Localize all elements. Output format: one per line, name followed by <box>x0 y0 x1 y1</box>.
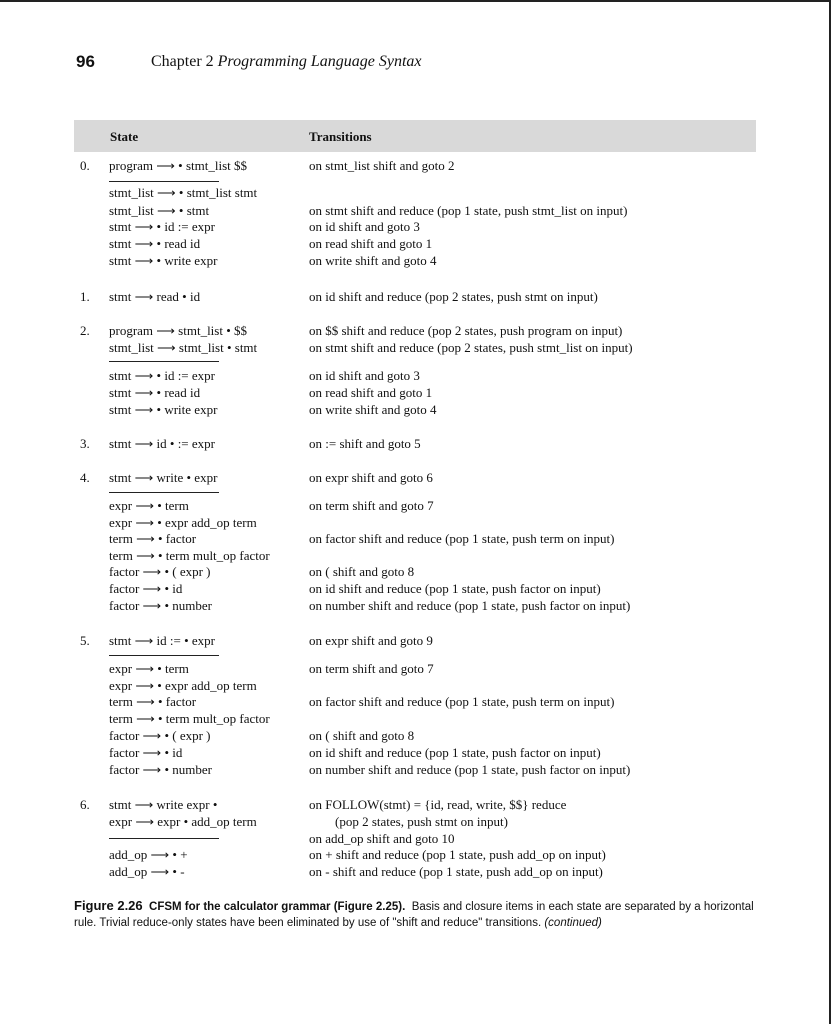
transition: on add_op shift and goto 10 <box>309 831 455 846</box>
state-number: 6. <box>80 797 90 812</box>
state-number: 3. <box>80 436 90 451</box>
transition: on id shift and reduce (pop 1 state, push factor on input) <box>309 745 601 760</box>
chapter-heading <box>151 53 422 71</box>
transition: on write shift and goto 4 <box>309 253 437 268</box>
basis-rule-state-5 <box>109 655 219 656</box>
page-border-top <box>0 0 831 2</box>
col-header-transitions: Transitions <box>309 129 372 144</box>
lr-item: expr ⟶ expr • add_op term <box>109 814 257 829</box>
transition: on ( shift and goto 8 <box>309 564 415 579</box>
transition: on id shift and reduce (pop 2 states, push stmt on input) <box>309 289 598 304</box>
lr-item: term ⟶ • factor <box>109 694 197 709</box>
table-header <box>74 120 756 152</box>
lr-item: stmt ⟶ id • := expr <box>109 436 215 451</box>
lr-item: factor ⟶ • number <box>109 762 212 777</box>
lr-item: stmt_list ⟶ stmt_list • stmt <box>109 340 258 355</box>
basis-rule-state-4 <box>109 492 219 493</box>
lr-item: stmt ⟶ write • expr <box>109 470 218 485</box>
figure-continued: (continued) <box>544 917 602 929</box>
transition: on FOLLOW(stmt) = {id, read, write, $$} reduce <box>309 797 567 812</box>
basis-rule-state-0 <box>109 181 219 182</box>
lr-item: stmt ⟶ • id := expr <box>109 219 215 234</box>
state-number: 1. <box>80 289 90 304</box>
lr-item: factor ⟶ • ( expr ) <box>109 728 211 743</box>
lr-item: stmt ⟶ • write expr <box>109 253 218 268</box>
transition: on := shift and goto 5 <box>309 436 421 451</box>
transition: on stmt_list shift and goto 2 <box>309 158 455 173</box>
basis-rule-state-6 <box>109 838 219 839</box>
lr-item: add_op ⟶ • + <box>109 847 188 862</box>
state-number: 0. <box>80 158 90 173</box>
lr-item: expr ⟶ • term <box>109 498 189 513</box>
transition: on write shift and goto 4 <box>309 402 437 417</box>
transition: on id shift and goto 3 <box>309 368 420 383</box>
lr-item: add_op ⟶ • - <box>109 864 185 879</box>
lr-item: factor ⟶ • id <box>109 581 183 596</box>
lr-item: stmt ⟶ id := • expr <box>109 633 215 648</box>
transition: on expr shift and goto 6 <box>309 470 433 485</box>
lr-item: expr ⟶ • term <box>109 661 189 676</box>
col-header-state: State <box>110 129 139 144</box>
state-number: 5. <box>80 633 90 648</box>
transition: on number shift and reduce (pop 1 state, push factor on input) <box>309 598 631 613</box>
transition: on ( shift and goto 8 <box>309 728 415 743</box>
transition: on - shift and reduce (pop 1 state, push add_op on input) <box>309 864 603 879</box>
transition: on stmt shift and reduce (pop 2 states, push stmt_list on input) <box>309 340 633 355</box>
lr-item: stmt ⟶ • id := expr <box>109 368 215 383</box>
transition: on term shift and goto 7 <box>309 661 434 676</box>
transition: on id shift and reduce (pop 1 state, push factor on input) <box>309 581 601 596</box>
lr-item: stmt_list ⟶ • stmt_list stmt <box>109 185 258 200</box>
lr-item: term ⟶ • term mult_op factor <box>109 711 270 726</box>
lr-item: term ⟶ • factor <box>109 531 197 546</box>
lr-item: term ⟶ • term mult_op factor <box>109 548 270 563</box>
lr-item: factor ⟶ • number <box>109 598 212 613</box>
transition: on term shift and goto 7 <box>309 498 434 513</box>
transition: on id shift and goto 3 <box>309 219 420 234</box>
lr-item: factor ⟶ • id <box>109 745 183 760</box>
transition: on factor shift and reduce (pop 1 state, push term on input) <box>309 531 615 546</box>
lr-item: stmt ⟶ • write expr <box>109 402 218 417</box>
transition: on factor shift and reduce (pop 1 state, push term on input) <box>309 694 615 709</box>
transition: (pop 2 states, push stmt on input) <box>335 814 508 829</box>
lr-item: factor ⟶ • ( expr ) <box>109 564 211 579</box>
lr-item: expr ⟶ • expr add_op term <box>109 678 257 693</box>
transition: on expr shift and goto 9 <box>309 633 433 648</box>
transition: on $$ shift and reduce (pop 2 states, push program on input) <box>309 323 623 338</box>
lr-item: stmt ⟶ • read id <box>109 385 201 400</box>
lr-item: program ⟶ • stmt_list $$ <box>109 158 248 173</box>
lr-item: stmt ⟶ read • id <box>109 289 201 304</box>
lr-item: stmt ⟶ • read id <box>109 236 201 251</box>
transition: on read shift and goto 1 <box>309 385 433 400</box>
page-number: 96 <box>76 52 95 71</box>
transition: on + shift and reduce (pop 1 state, push add_op on input) <box>309 847 606 862</box>
figure-title: CFSM for the calculator grammar (Figure 2.25). <box>149 901 406 913</box>
chapter-prefix: Chapter 2 <box>151 53 214 70</box>
figure-label: Figure 2.26 <box>74 898 143 913</box>
lr-item: expr ⟶ • expr add_op term <box>109 515 257 530</box>
figure-caption <box>74 898 758 931</box>
lr-item: stmt_list ⟶ • stmt <box>109 203 210 218</box>
lr-item: stmt ⟶ write expr • <box>109 797 218 812</box>
state-number: 4. <box>80 470 90 485</box>
basis-rule-state-2 <box>109 361 219 362</box>
transition: on stmt shift and reduce (pop 1 state, push stmt_list on input) <box>309 203 628 218</box>
figure-description: Basis and closure items in each state are separated by a horizontal rule. Trivial reduce-only states have been eliminated by use of "shift and reduce" transitions. <box>74 901 754 929</box>
transition: on number shift and reduce (pop 1 state, push factor on input) <box>309 762 631 777</box>
transition: on read shift and goto 1 <box>309 236 433 251</box>
state-number: 2. <box>80 323 90 338</box>
lr-item: program ⟶ stmt_list • $$ <box>109 323 248 338</box>
chapter-title: Programming Language Syntax <box>217 53 422 70</box>
